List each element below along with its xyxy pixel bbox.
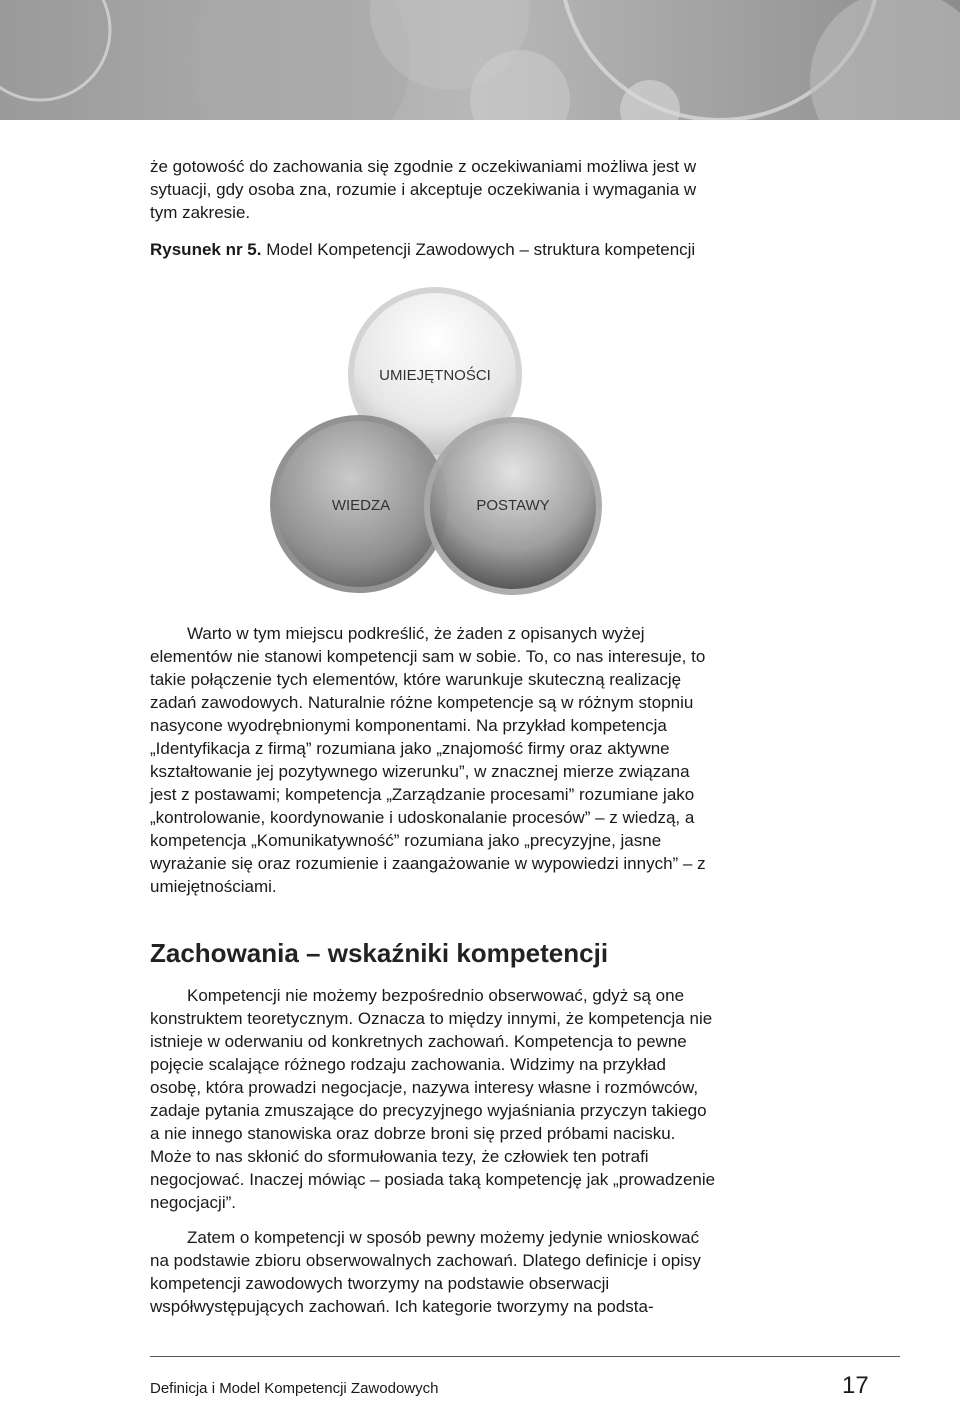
body-paragraph-2 [150, 984, 720, 1214]
circle-left-label: WIEDZA [331, 497, 391, 514]
figure-caption [150, 238, 695, 261]
page-number: 17 [842, 1372, 869, 1399]
body-paragraph-3 [150, 1226, 720, 1318]
header-banner [0, 0, 960, 120]
section-heading: Zachowania – wskaźniki kompetencji [150, 938, 609, 968]
paragraph-1-text: Warto w tym miejscu podkreślić, że żaden z opisanych wyżej elementów nie stanowi kompetencji sam w sobie. To, co nas interesuje, to takie połączenie tych elementów, które warunkuje skuteczną realizację zadań zawodowych. Naturalnie różne kompetencje są w różnym stopniu nasycone wyodrębnionymi komponentami. Na przykład kompetencja „Identyfikacja z firmą” rozumiana jako „znajomość firmy oraz aktywne kształtowanie jej pozytywnego wizerunku”, w znacznej mierze związana jest z postawami; kompetencja „Zarządzanie procesami” rozumiane jako „kontrolowanie, koordynowanie i udoskonalanie procesów” – z wiedzą, a kompetencja „Komunikatywność” rozumiana jako „precyzyjne, jasne wyrażanie się oraz rozumienie i zaangażowanie w wypowiedzi innych” – z umiejętnościami. [150, 624, 706, 896]
intro-paragraph [150, 155, 720, 224]
paragraph-2-text: Kompetencji nie możemy bezpośrednio obserwować, gdyż są one konstruktem teoretycznym. Oznacza to między innymi, że kompetencja nie istnieje w oderwaniu od konkretnych zachowań. Kompetencja to pewne pojęcie scalające różnego rodzaju zachowania. Widzimy na przykład osobę, która prowadzi negocjacje, nazywa interesy własne i rozmówców, zadaje pytania zmuszające do precyzyjnego wyjaśniania przyczyn takiego a nie innego stanowiska oraz dobrze broni się przed próbami nacisku. Może to nas skłonić do sformułowania tezy, że człowiek ten potrafi negocjować. Inaczej mówiąc – posiada taką kompetencję jak „prowadzenie negocjacji”. [150, 986, 716, 1212]
intro-text: że gotowość do zachowania się zgodnie z oczekiwaniami możliwa jest w sytuacji, gdy osoba zna, rozumie i akceptuje oczekiwania i wymagania w tym zakresie. [150, 157, 697, 222]
circle-top-label: UMIEJĘTNOŚCI [379, 367, 491, 384]
footer-divider [150, 1356, 900, 1357]
body-paragraph-1 [150, 622, 720, 898]
paragraph-3-text: Zatem o kompetencji w sposób pewny możemy jedynie wnioskować na podstawie zbioru obserwowalnych zachowań. Dlatego definicje i opisy kompetencji zawodowych tworzymy na podstawie obserwacji współwystępujących zachowań. Ich kategorie tworzymy na podsta- [150, 1228, 701, 1316]
figure-caption-label: Rysunek nr 5. [150, 240, 262, 259]
figure-caption-text: Model Kompetencji Zawodowych – struktura kompetencji [266, 240, 696, 259]
competency-venn-diagram [255, 278, 615, 598]
footer-title: Definicja i Model Kompetencji Zawodowych [150, 1380, 439, 1397]
circle-right-label: POSTAWY [476, 497, 550, 514]
